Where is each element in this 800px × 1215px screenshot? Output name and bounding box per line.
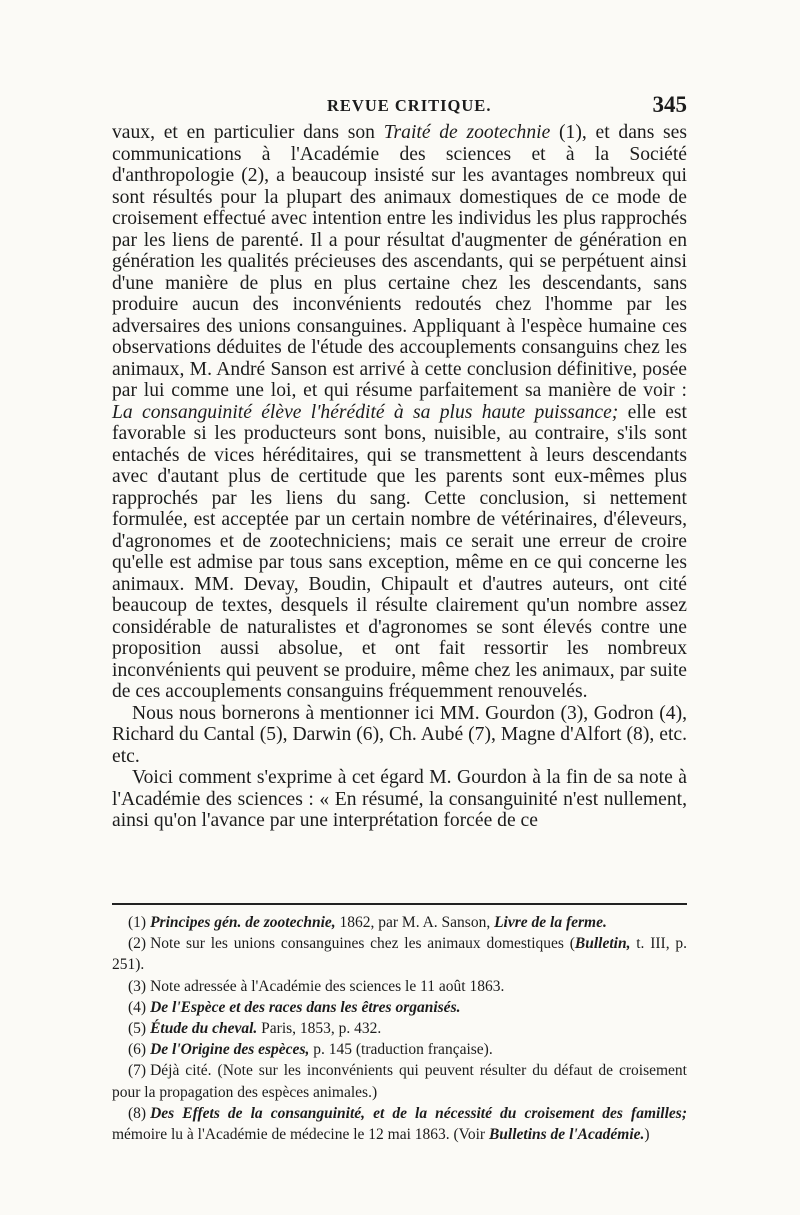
footnotes xyxy=(112,912,687,1145)
body-text xyxy=(112,122,687,832)
paragraph-2: Nous nous bornerons à mentionner ici MM. Gourdon (3), Godron (4), Richard du Cantal (5), Darwin (6), Ch. Aubé (7), Magne d'Alfort (8), etc. etc. xyxy=(112,702,687,767)
italic-quote: La consanguinité élève l'hérédité à sa plus haute puissance; xyxy=(112,401,619,423)
paragraph-1-text-b: (1), et dans ses communications à l'Académie des sciences et à la Société d'anthropologie (2), a beaucoup insisté sur les avantages nombreux qui sont résultés pour la plupart des animaux domestiques de ce mode de croisement effectué avec intention entre les individus les plus rapprochés par les liens de parenté. Il a pour résultat d'augmenter de génération en génération les qualités précieuses des ascendants, qui se perpétuent ainsi d'une manière de plus en plus certaine chez les descendants, sans produire aucun des inconvénients redoutés chez l'homme par les adversaires des unions consanguines. Appliquant à l'espèce humaine ces observations déduites de l'étude des accouplements consanguins chez les animaux, M. André Sanson est arrivé à cette conclusion définitive, posée par lui comme une loi, et qui résume parfaitement sa manière de voir : xyxy=(112,122,688,401)
running-head: REVUE CRITIQUE. xyxy=(327,96,492,115)
page-header xyxy=(112,92,687,122)
footnote-3: (3) Note adressée à l'Académie des sciences le 11 août 1863. xyxy=(128,977,505,995)
footnote-8: (8) Des Effets de la consanguinité, et de la nécessité du croisement des familles; mémoire lu à l'Académie de médecine le 12 mai 1863. (Voir Bulletins de l'Académie.) xyxy=(112,1104,687,1144)
book-title: Traité de zootechnie xyxy=(383,122,551,143)
footnote-4: (4) De l'Espèce et des races dans les êtres organisés. xyxy=(128,998,461,1016)
paragraph-1-text-c: elle est favorable si les producteurs sont bons, nuisible, au contraire, s'ils sont entachés de vices héréditaires, qui se transmettent à leurs descendants avec d'autant plus de certitude que les parents sont eux-mêmes plus rapprochés par les liens du sang. Cette conclusion, si nettement formulée, est acceptée par un certain nombre de vétérinaires, d'éleveurs, d'agronomes et de zootechniciens; mais ce serait une erreur de croire qu'elle est admise par tous sans exception, même en ce qui concerne les animaux. MM. Devay, Boudin, Chipault et d'autres auteurs, ont cité beaucoup de textes, desquels il résulte clairement qu'un nombre assez considérable de naturalistes et d'agronomes se sont élevés contre une proposition aussi absolue, et ont fait ressortir les nombreux inconvénients qui peuvent se produire, même chez les animaux, par suite de ces accouplements consanguins fréquemment renouvelés. xyxy=(112,401,687,702)
footnote-2: (2) Note sur les unions consanguines chez les animaux domestiques (Bulletin, t. III, p. 251). xyxy=(112,935,687,974)
paragraph-1 xyxy=(112,122,687,703)
footnote-7: (7) Déjà cité. (Note sur les inconvénients qui peuvent résulter du défaut de croisement pour la propagation des espèces animales.) xyxy=(112,1062,687,1101)
footnote-rule xyxy=(112,903,687,905)
footnote-6: (6) De l'Origine des espèces, p. 145 (traduction française). xyxy=(128,1041,493,1059)
footnote-5: (5) Étude du cheval. Paris, 1853, p. 432. xyxy=(128,1020,382,1038)
page-number: 345 xyxy=(652,92,687,117)
footnote-1: (1) Principes gén. de zootechnie, 1862, par M. A. Sanson, Livre de la ferme. xyxy=(128,914,607,931)
paragraph-3: Voici comment s'exprime à cet égard M. Gourdon à la fin de sa note à l'Académie des sciences : « En résumé, la consanguinité n'est nullement, ainsi qu'on l'avance par une interprétation forcée de ce xyxy=(112,767,687,831)
paragraph-1-text-a: vaux, et en particulier dans son xyxy=(112,122,384,143)
